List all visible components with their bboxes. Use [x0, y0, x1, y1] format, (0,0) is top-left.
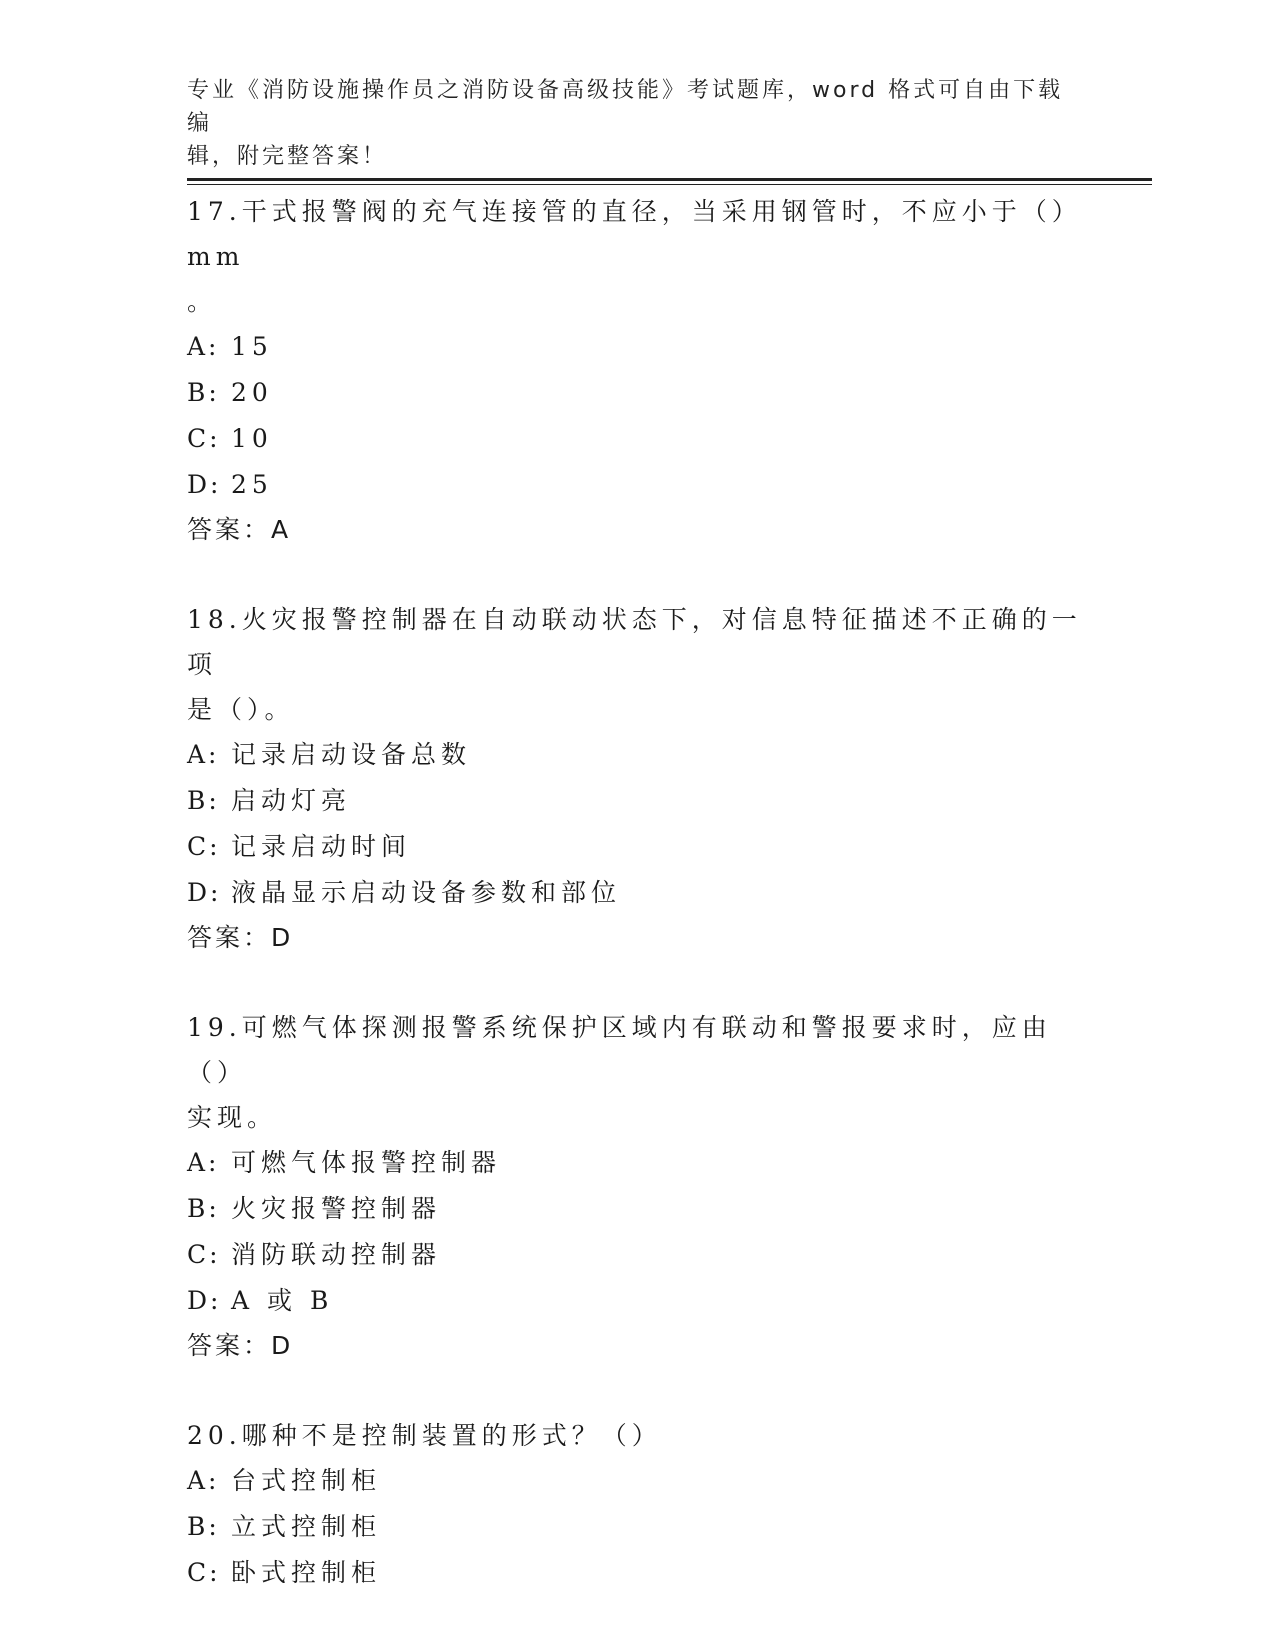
option-letter: C: — [187, 832, 221, 861]
header-line-1: 专业《消防设施操作员之消防设备高级技能》考试题库，word 格式可自由下载编 — [187, 78, 1064, 136]
option-letter: A: — [187, 332, 220, 361]
answer-line: 答案：D — [187, 1331, 294, 1360]
option-letter: A: — [187, 740, 220, 769]
spacer — [187, 960, 1087, 1005]
option-letter: A: — [187, 1466, 220, 1495]
option-text: A 或 B — [231, 1286, 334, 1315]
option-text: 台式控制柜 — [231, 1466, 382, 1495]
question-20 — [187, 1413, 1087, 1596]
option-d — [187, 870, 1087, 916]
option-letter: D: — [187, 470, 222, 499]
option-b — [187, 1504, 1087, 1550]
question-17 — [187, 189, 1087, 552]
question-text-line: 20.哪种不是控制装置的形式？（） — [187, 1421, 662, 1450]
spacer — [187, 1368, 1087, 1413]
question-19 — [187, 1005, 1087, 1368]
option-a — [187, 732, 1087, 778]
option-letter: B: — [187, 378, 220, 407]
option-text: 启动灯亮 — [231, 786, 352, 815]
option-letter: C: — [187, 424, 221, 453]
answer-line: 答案：D — [187, 923, 294, 952]
option-a — [187, 1140, 1087, 1186]
document-header — [187, 74, 1067, 173]
question-text-line: 。 — [187, 287, 218, 316]
option-letter: B: — [187, 1512, 220, 1541]
question-text-line: 17.干式报警阀的充气连接管的直径，当采用钢管时，不应小于（）mm — [187, 197, 1082, 271]
option-b — [187, 1186, 1087, 1232]
option-text: 立式控制柜 — [231, 1512, 382, 1541]
option-letter: B: — [187, 1194, 220, 1223]
question-18 — [187, 597, 1087, 960]
option-text: 火灾报警控制器 — [231, 1194, 442, 1223]
question-list — [187, 189, 1087, 1596]
header-line-2: 辑，附完整答案！ — [187, 144, 388, 169]
option-text: 25 — [231, 470, 273, 499]
header-divider-thick — [187, 178, 1152, 181]
option-letter: C: — [187, 1240, 221, 1269]
option-text: 消防联动控制器 — [231, 1240, 442, 1269]
option-letter: C: — [187, 1558, 221, 1587]
option-letter: B: — [187, 786, 220, 815]
question-text-line: 实现。 — [187, 1103, 278, 1132]
option-letter: A: — [187, 1148, 220, 1177]
spacer — [187, 552, 1087, 597]
question-text-line: 是（）。 — [187, 695, 295, 724]
option-letter: D: — [187, 1286, 222, 1315]
option-text: 卧式控制柜 — [231, 1558, 382, 1587]
option-c — [187, 1550, 1087, 1596]
answer-line: 答案：A — [187, 515, 292, 544]
option-d — [187, 1278, 1087, 1324]
question-text-line: 19.可燃气体探测报警系统保护区域内有联动和警报要求时，应由（） — [187, 1013, 1052, 1087]
option-b — [187, 370, 1087, 416]
option-c — [187, 1232, 1087, 1278]
option-text: 液晶显示启动设备参数和部位 — [231, 878, 622, 907]
option-text: 记录启动设备总数 — [231, 740, 472, 769]
option-d — [187, 462, 1087, 508]
option-c — [187, 416, 1087, 462]
option-b — [187, 778, 1087, 824]
option-a — [187, 324, 1087, 370]
option-letter: D: — [187, 878, 222, 907]
option-text: 记录启动时间 — [231, 832, 412, 861]
option-text: 15 — [231, 332, 273, 361]
option-a — [187, 1458, 1087, 1504]
question-text-line: 18.火灾报警控制器在自动联动状态下，对信息特征描述不正确的一项 — [187, 605, 1082, 679]
option-text: 可燃气体报警控制器 — [231, 1148, 502, 1177]
option-text: 10 — [231, 424, 273, 453]
option-text: 20 — [231, 378, 273, 407]
header-divider-thin — [187, 184, 1152, 185]
option-c — [187, 824, 1087, 870]
